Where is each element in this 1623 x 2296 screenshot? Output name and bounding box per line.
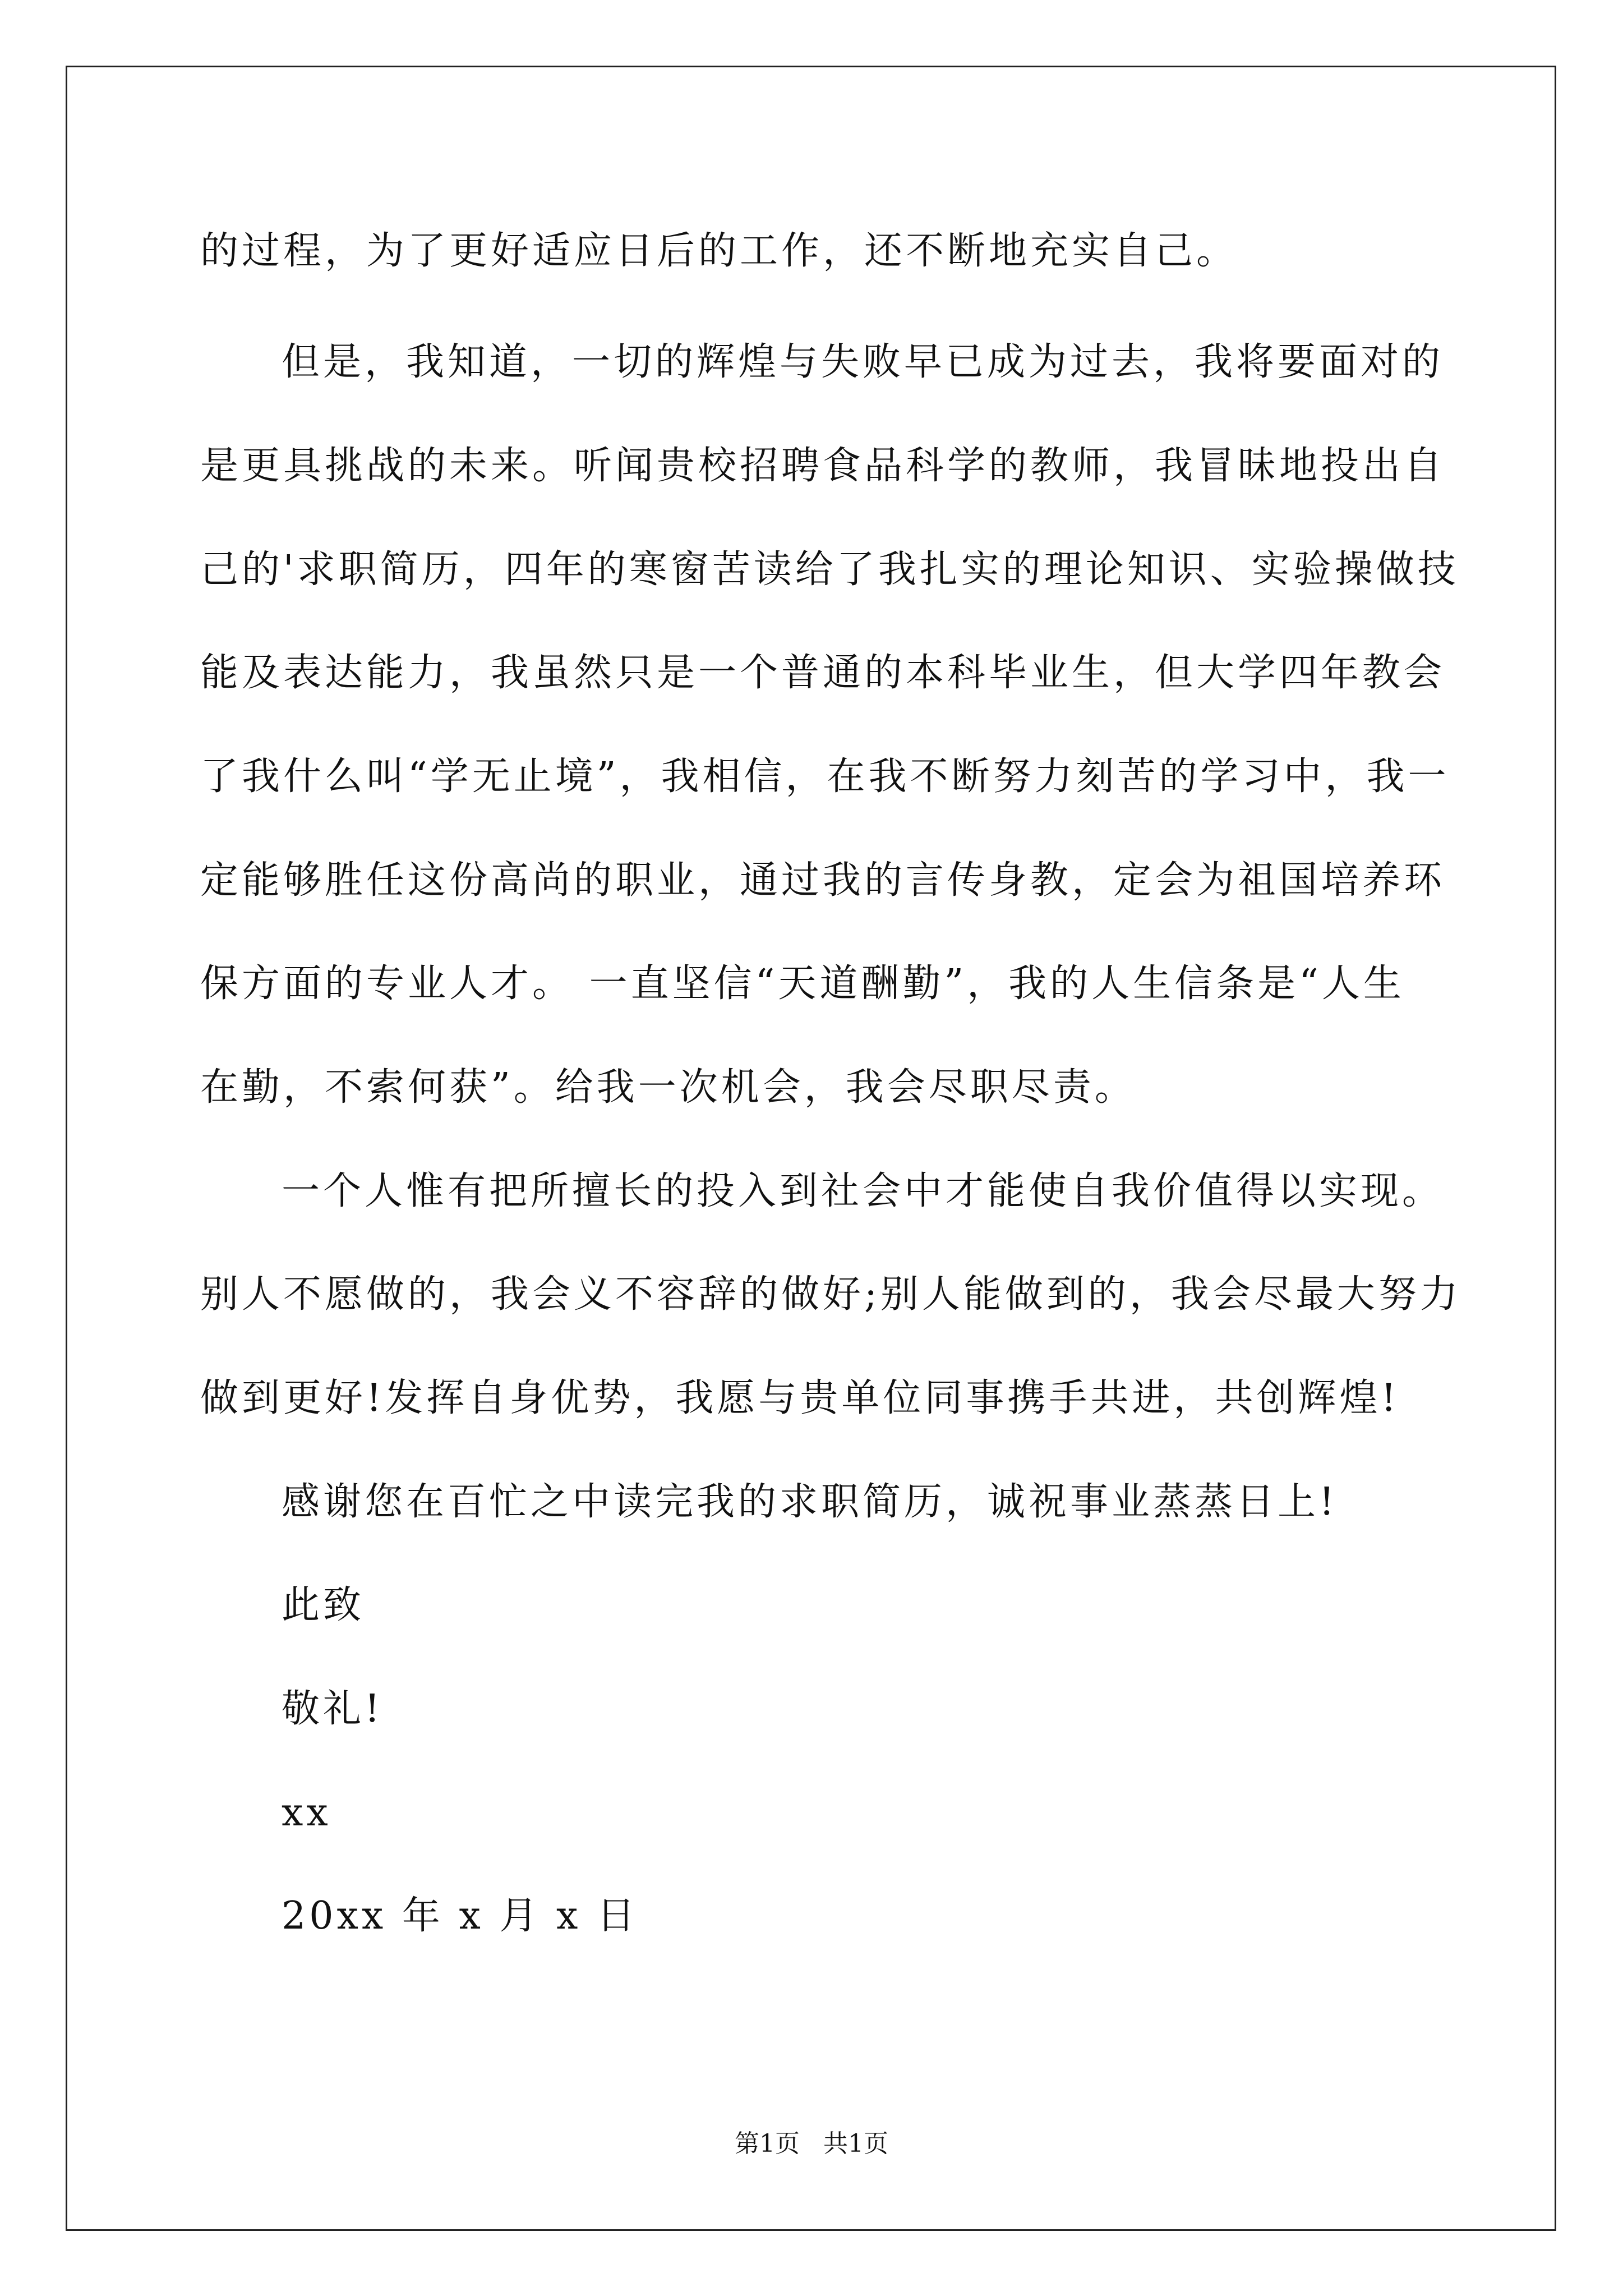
text-line: 了我什么叫“学无止境”，我相信，在我不断努力刻苦的学习中，我一 xyxy=(200,754,1450,799)
text-line: 别人不愿做的，我会义不容辞的做好;别人能做到的，我会尽最大努力 xyxy=(200,1272,1461,1317)
text-line: 能及表达能力，我虽然只是一个普通的本科毕业生，但大学四年教会 xyxy=(200,651,1446,695)
text-line: 做到更好!发挥自身优势，我愿与贵单位同事携手共进，共创辉煌! xyxy=(200,1376,1400,1420)
closing-salutation: 此致 xyxy=(282,1583,365,1627)
signature-name: xx xyxy=(282,1791,331,1835)
text-line: 是更具挑战的未来。听闻贵校招聘食品科学的教师，我冒昧地投出自 xyxy=(200,444,1446,488)
page-footer: 第1页 共1页 xyxy=(735,2129,888,2158)
text-line: 一个人惟有把所擅长的投入到社会中才能使自我价值得以实现。 xyxy=(282,1169,1444,1213)
text-line: 己的'求职简历，四年的寒窗苦读给了我扎实的理论知识、实验操做技 xyxy=(200,547,1459,592)
text-line: 在勤，不索何获”。给我一次机会，我会尽职尽责。 xyxy=(200,1065,1136,1110)
text-line: 定能够胜任这份高尚的职业，通过我的言传身教，定会为祖国培养环 xyxy=(200,858,1446,903)
text-line: 保方面的专业人才。 一直坚信“天道酬勤”，我的人生信条是“人生 xyxy=(200,961,1405,1006)
text-line: 的过程，为了更好适应日后的工作，还不断地充实自己。 xyxy=(200,229,1238,273)
text-line: 但是，我知道，一切的辉煌与失败早已成为过去，我将要面对的 xyxy=(282,340,1444,384)
text-line: 感谢您在百忙之中读完我的求职简历，诚祝事业蒸蒸日上! xyxy=(282,1480,1338,1524)
signature-date: 20xx 年 x 月 x 日 xyxy=(282,1894,639,1938)
closing-regards: 敬礼! xyxy=(282,1687,384,1731)
